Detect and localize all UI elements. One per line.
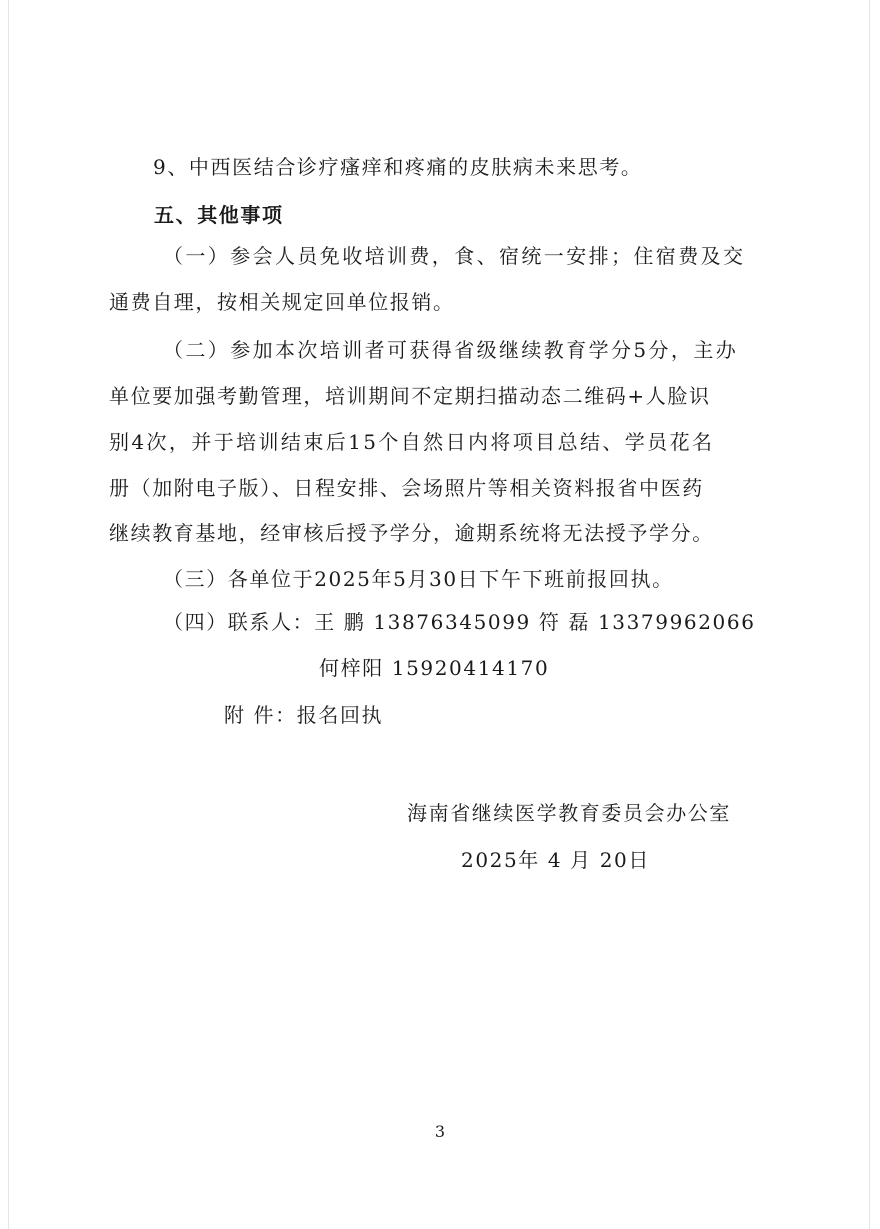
paragraph-2-line-3: 别4次，并于培训结束后15个自然日内将项目总结、学员花名 [109, 430, 715, 454]
section-heading: 五、其他事项 [154, 203, 284, 227]
paragraph-2-line-4: 册（加附电子版）、日程安排、会场照片等相关资料报省中医药 [109, 476, 704, 500]
paragraph-3: （三）各单位于2025年5月30日下午下班前报回执。 [163, 567, 674, 591]
item-9-text: 9、中西医结合诊疗瘙痒和疼痛的皮肤病未来思考。 [153, 155, 643, 179]
paragraph-2-line-5: 继续教育基地，经审核后授予学分，逾期系统将无法授予学分。 [109, 521, 714, 545]
paragraph-2-line-1: （二）参加本次培训者可获得省级继续教育学分5分，主办 [163, 338, 739, 362]
signature-date: 2025年 4 月 20日 [461, 848, 650, 872]
paragraph-2-line-2: 单位要加强考勤管理，培训期间不定期扫描动态二维码+人脸识 [109, 384, 711, 408]
contact-line-2: 何梓阳 15920414170 [319, 656, 550, 680]
page-number: 3 [434, 1122, 446, 1141]
paragraph-1-line-1: （一）参会人员免收培训费，食、宿统一安排；住宿费及交 [163, 244, 746, 268]
attachment-line: 附 件：报名回执 [224, 703, 384, 727]
paragraph-1-line-2: 通费自理，按相关规定回单位报销。 [109, 290, 455, 314]
document-page [8, 0, 870, 1229]
contact-line-1: （四）联系人：王 鹏 13876345099 符 磊 13379962066 [163, 610, 756, 634]
signature-organization: 海南省继续医学教育委员会办公室 [407, 801, 731, 825]
